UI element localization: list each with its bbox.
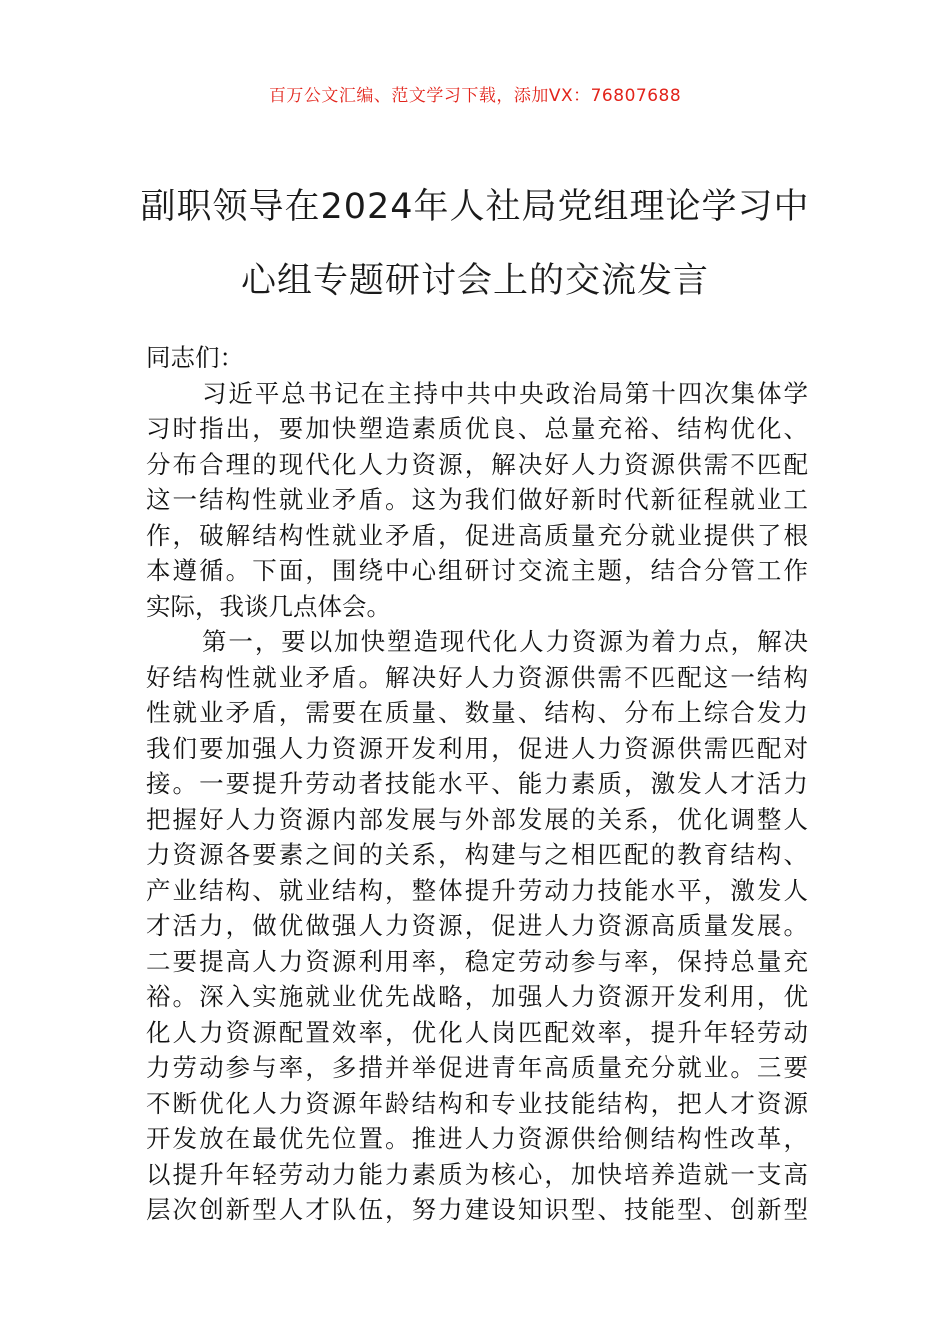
paragraph-line: 力资源各要素之间的关系，构建与之相匹配的教育结构、 [146,840,808,869]
paragraph-line: 好结构性就业矛盾。解决好人力资源供需不匹配这一结构 [146,662,808,692]
paragraph-line: 这一结构性就业矛盾。这为我们做好新时代新征程就业工 [146,485,808,514]
paragraph-line: 作，破解结构性就业矛盾，促进高质量充分就业提供了根 [146,520,808,550]
paragraph-line: 性就业矛盾，需要在质量、数量、结构、分布上综合发力 [146,698,808,727]
salutation: 同志们： [146,343,244,372]
document-title [120,170,830,318]
paragraph-line: 不断优化人力资源年龄结构和专业技能结构，把人才资源 [146,1088,808,1118]
paragraph-line: 第一，要以加快塑造现代化人力资源为着力点，解决 [202,627,808,656]
paragraph-line: 裕。深入实施就业优先战略，加强人力资源开发利用，优 [146,982,808,1011]
paragraph-line: 层次创新型人才队伍，努力建设知识型、技能型、创新型 [146,1195,808,1224]
paragraph-line: 力劳动参与率，多措并举促进青年高质量充分就业。三要 [146,1053,808,1082]
paragraph-line: 才活力，做优做强人力资源，促进人力资源高质量发展。 [146,911,808,940]
document-body [146,340,808,1228]
paragraph-line: 我们要加强人力资源开发利用，促进人力资源供需匹配对 [146,733,808,763]
title-line-2: 心组专题研讨会上的交流发言 [240,261,709,301]
paragraph-line: 以提升年轻劳动力能力素质为核心，加快培养造就一支高 [146,1159,808,1189]
paragraph-line: 习近平总书记在主持中共中央政治局第十四次集体学 [202,378,808,408]
paragraph-line: 产业结构、就业结构，整体提升劳动力技能水平，激发人 [146,875,808,905]
paragraph-line: 二要提高人力资源利用率，稳定劳动参与率，保持总量充 [146,946,808,976]
paragraph-line: 实际，我谈几点体会。 [146,591,391,621]
paragraph-line: 把握好人力资源内部发展与外部发展的关系，优化调整人 [146,804,808,834]
paragraph-line: 习时指出，要加快塑造素质优良、总量充裕、结构优化、 [146,414,808,443]
paragraph-line: 开发放在最优先位置。推进人力资源供给侧结构性改革， [146,1124,808,1153]
promo-banner: 百万公文汇编、范文学习下载，添加VX：76807688 [268,86,682,106]
paragraph-line: 接。一要提升劳动者技能水平、能力素质，激发人才活力 [146,769,808,798]
paragraph-line: 本遵循。下面，围绕中心组研讨交流主题，结合分管工作 [146,556,808,585]
title-line-1: 副职领导在2024年人社局党组理论学习中 [140,187,810,227]
paragraph-line: 分布合理的现代化人力资源，解决好人力资源供需不匹配 [146,449,808,479]
paragraph-line: 化人力资源配置效率，优化人岗匹配效率，提升年轻劳动 [146,1017,808,1047]
